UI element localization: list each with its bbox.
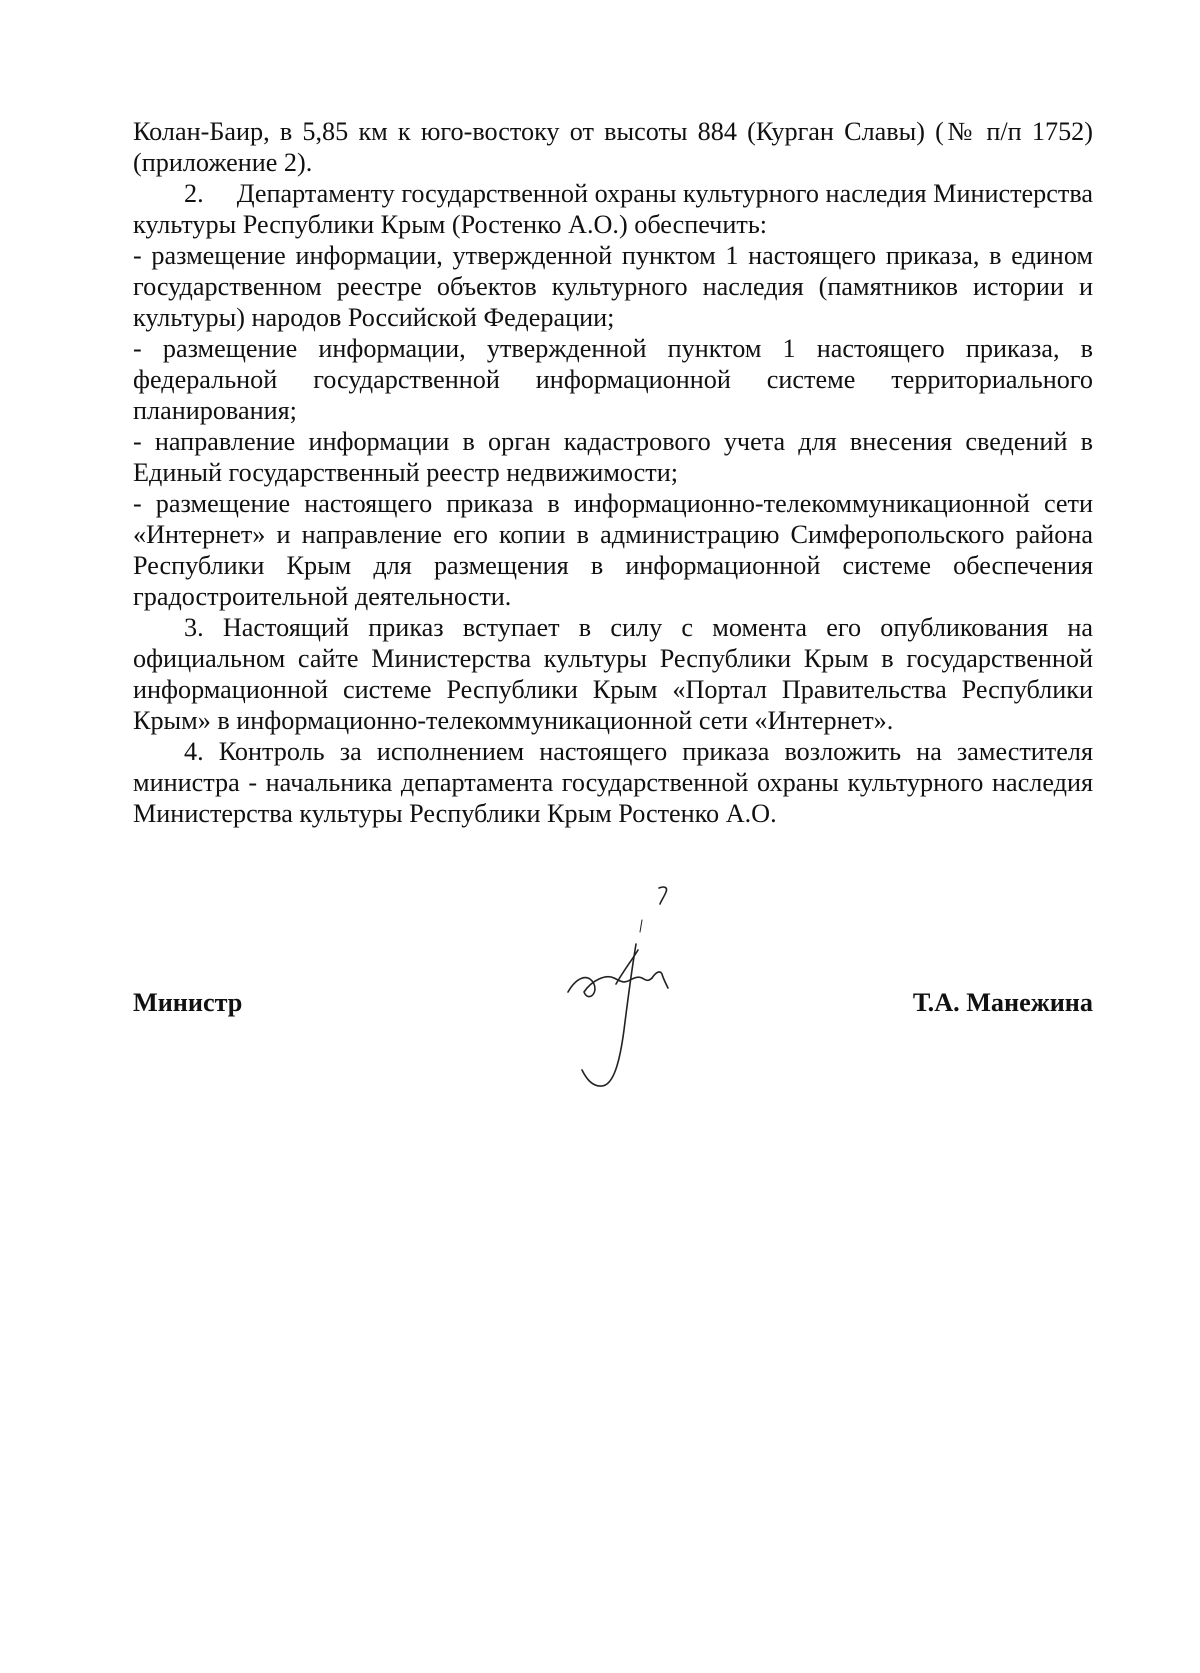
list-item-cadastre: - направление информации в орган кадастрового учета для внесения сведений в Единый государственный реестр недвижимости; [133,427,1093,487]
signatory-name: Т.А. Манежина [912,988,1093,1017]
document-body [133,116,1093,829]
handwritten-signature [558,880,718,1110]
paragraph-continuation: Колан-Баир, в 5,85 км к юго-востоку от высоты 884 (Курган Славы) (№ п/п 1752) (приложение 2). [133,117,1093,177]
list-item-federal-system: - размещение информации, утвержденной пунктом 1 настоящего приказа, в федеральной государственной информационной системе территориального планирования; [133,334,1093,425]
paragraph-item-2: 2. Департаменту государственной охраны культурного наследия Министерства культуры Республики Крым (Ростенко А.О.) обеспечить: [133,179,1093,239]
signature-block [133,880,1093,1110]
list-item-registry: - размещение информации, утвержденной пунктом 1 настоящего приказа, в едином государственном реестре объектов культурного наследия (памятников истории и культуры) народов Российской Федерации; [133,241,1093,332]
list-item-internet: - размещение настоящего приказа в информационно-телекоммуникационной сети «Интернет» и направление его копии в администрацию Симферопольского района Республики Крым для размещения в информационной системе обеспечения градостроительной деятельности. [133,489,1093,611]
paragraph-item-4: 4. Контроль за исполнением настоящего приказа возложить на заместителя министра - начальника департамента государственной охраны культурного наследия Министерства культуры Республики Крым Ростенко А.О. [133,737,1093,828]
paragraph-item-3: 3. Настоящий приказ вступает в силу с момента его опубликования на официальном сайте Министерства культуры Республики Крым в государственной информационной системе Республики Крым «Портал Правительства Республики Крым» в информационно-телекоммуникационной сети «Интернет». [133,613,1093,735]
signatory-title: Министр [133,988,243,1017]
